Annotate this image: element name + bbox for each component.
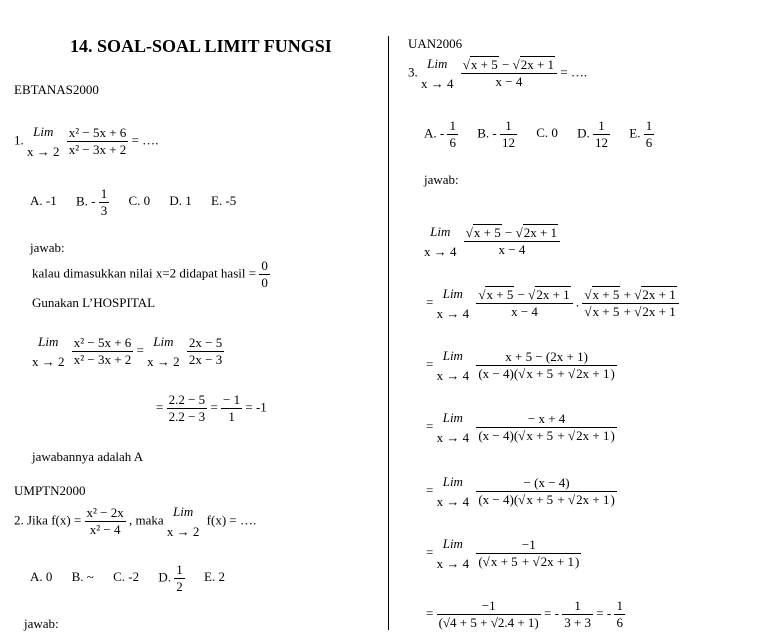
q3-step6: = Lim x → 4 $\frac{-1}{(√x + 5 + √2x + 1)}$: [426, 536, 580, 571]
q3-step7: = $\frac{-1}{(√4 + 5 + √2.4 + 1)}$ = - $\frac{1}{3 + 3}$ = - $\frac{1}{6}$: [426, 598, 623, 630]
column-divider: [388, 36, 389, 630]
q3-step1: Lim x → 4 $\frac{√x + 5 - √2x + 1}{x - 4}$: [424, 222, 560, 261]
q2-options: [30, 562, 241, 595]
q3-option-e: E. $\frac{1}{6}$: [629, 118, 653, 150]
q3-statement: 3. Lim x → 4 $\frac{√x + 5 - √2x + 1}{x - 4}$ = ….: [408, 56, 588, 91]
q2-option-a: A. 0: [30, 569, 53, 585]
q3-option-a: A. - $\frac{1}{6}$: [424, 118, 456, 150]
q3-options: [424, 118, 670, 151]
q1-statement: 1. Lim x → 2 $\frac{\text{x² − 5x + 6}}{\text{x² − 3x + 2}}$ = ….: [14, 122, 158, 161]
q3-option-b: B. - $\frac{1}{12}$: [477, 118, 515, 150]
q3-step4: = Lim x → 4 $\frac{- x + 4}{(x - 4)(√x + 5 + √2x + 1)}$: [426, 410, 615, 445]
q1-jawab-label: jawab:: [30, 240, 65, 255]
q1-fraction: $\frac{\text{x² − 5x + 6}}{\text{x² − 3x + 2}}$: [68, 125, 127, 157]
q1-calculation: = $\frac{2.2 - 5}{2.2 - 3}$ = $\frac{- 1}{1}$ = -1: [156, 392, 267, 424]
q1-answer: jawabannya adalah A: [32, 449, 144, 464]
q1-options: [30, 186, 252, 219]
q2-option-c: C. -2: [113, 569, 140, 585]
q1-derivative-step: Lim x → 2 $\frac{\text{x² − 5x + 6}}{\text{x² − 3x + 2}}$ = Lim x → 2 $\frac{2x - 5}{2x - 3}$: [32, 334, 223, 369]
page-title: 14. SOAL-SOAL LIMIT FUNGSI: [70, 36, 332, 56]
q1-source: EBTANAS2000: [14, 82, 99, 97]
q2-jawab-label: jawab:: [24, 616, 59, 631]
q1-limit: Lim x → 2: [27, 124, 60, 159]
q2-statement: 2. Jika f(x) = $\frac{\text{x² − 2x}}{\text{x² − 4}}$ , maka Lim x → 2 f(x) = ….: [14, 504, 257, 539]
q1-option-c: C. 0: [128, 193, 151, 209]
q3-step5: = Lim x → 4 $\frac{- (x - 4)}{(x - 4)(√x + 5 + √2x + 1)}$: [426, 474, 615, 509]
q1-option-e: E. -5: [211, 193, 237, 209]
q2-option-b: B. ~: [71, 569, 94, 585]
q2-option-d: D. $\frac{1}{2}$: [158, 562, 183, 594]
q1-hospital: Gunakan L’HOSPITAL: [32, 295, 156, 310]
q3-option-d: D. $\frac{1}{12}$: [577, 118, 609, 150]
q3-jawab-label: jawab:: [424, 172, 459, 187]
q3-source: UAN2006: [408, 36, 463, 51]
q3-step2: = Lim x → 4 $\frac{√x + 5 - √2x + 1}{x - 4}$ . $\frac{√x + 5 + √2x + 1}{√x + 5 + √2x + 1}$: [426, 284, 679, 323]
q2-source: UMPTN2000: [14, 483, 86, 498]
q1-option-a: A. -1: [30, 193, 57, 209]
q1-number: 1.: [14, 132, 24, 148]
q2-option-e: E. 2: [204, 569, 225, 585]
q1-option-d: D. 1: [169, 193, 192, 209]
q1-option-b: B. - $\frac{1}{3}$: [75, 186, 108, 218]
q1-substitution: kalau dimasukkan nilai x=2 didapat hasil = $\frac{0}{0}$: [32, 258, 268, 290]
q3-option-c: C. 0: [536, 125, 558, 141]
q3-step3: = Lim x → 4 $\frac{x + 5 - (2x + 1)}{(x - 4)(√x + 5 + √2x + 1)}$: [426, 348, 615, 383]
